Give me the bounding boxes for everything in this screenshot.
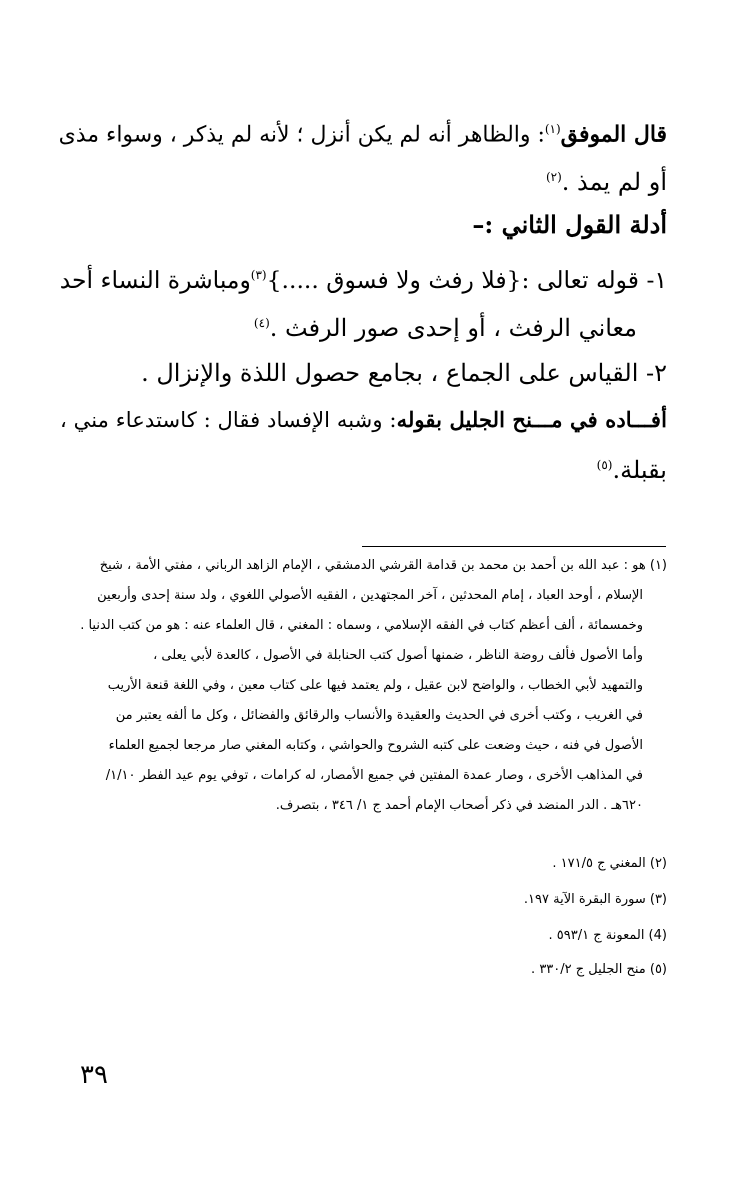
body-line-2 (546, 160, 667, 199)
footnote-2: (٢) المغني ج ١٧١/٥ . (552, 856, 667, 871)
footnote-5: (٥) منح الجليل ج ٣٣٠/٢ . (531, 962, 667, 977)
section-heading: أدلة القول الثاني :– (472, 210, 667, 239)
footnote-1-line-6: في الغريب ، وكتب أخرى في الحديث والعقيدة والأنساب والرقائق والفضائل ، وكل ما ألفه يعتبر من (115, 708, 643, 723)
footnote-ref-3: (٣) (250, 268, 267, 282)
body-line-4 (60, 258, 667, 297)
footnote-1-line-5: والتمهيد لأبي الخطاب ، والواضح لابن عقيل ، ولم يعتمد فيها على كتاب معين ، وفي اللغة قنعة الأريب (107, 678, 643, 693)
body-line-1 (59, 112, 667, 152)
source-reference: أفـــاده في مـــنح الجليل بقوله (396, 408, 667, 433)
footnote-3: (٣) سورة البقرة الآية ١٩٧. (523, 892, 667, 907)
footnote-1-line-7: الأصول في فنه ، حيث وضعت على كتبه الشروح والحواشي ، وكتابه المغني صار مرجعا لجميع العلماء (108, 738, 643, 753)
footnote-1-line-8: في المذاهب الأخرى ، وصار عمدة المفتين في جميع الأمصار، له كرامات ، توفي يوم عيد الفطر ١/١٠/ (105, 768, 643, 783)
body-line-8 (597, 448, 667, 487)
footnote-1-line-2: الإسلام ، أوحد العباد ، إمام المحدثين ، آخر المجتهدين ، الفقيه الأصولي اللغوي ، ولد سنة إحدى وأربعين (97, 588, 643, 603)
body-line-8-text: بقبلة. (612, 456, 667, 484)
footnote-separator (362, 546, 666, 547)
footnote-ref-2: (٢) (545, 170, 562, 184)
footnote-ref-1: (١) (544, 122, 561, 136)
quran-quote: ١- قوله تعالى :{فلا رفث ولا فسوق .....} (266, 265, 667, 294)
body-line-7-rest: : وشبه الإفساد فقال : كاستدعاء مني ، (59, 408, 397, 433)
body-line-6: ٢- القياس على الجماع ، بجامع حصول اللذة والإنزال . (141, 359, 667, 387)
footnote-1-line-9: ٦٢٠هـ . الدر المنضد في ذكر أصحاب الإمام أحمد ج ١/ ٣٤٦ ، بتصرف. (275, 798, 643, 813)
author-name: قال الموفق (560, 121, 667, 148)
body-line-5-text: معاني الرفث ، أو إحدى صور الرفث . (269, 314, 637, 342)
page-number: ٣٩ (80, 1060, 108, 1090)
body-line-7 (60, 404, 667, 438)
footnote-ref-5: (٥) (596, 458, 613, 472)
body-line-1-text: : والظاهر أنه لم يكن أنزل ؛ لأنه لم يذكر ، وسواء مذى (58, 122, 545, 148)
body-line-5 (254, 306, 637, 345)
footnote-1-line-1: (١) هو : عبد الله بن أحمد بن محمد بن قدامة القرشي الدمشقي ، الإمام الزاهد الرباني ، مفتي الأمة ، شيخ (99, 558, 667, 573)
footnote-1-line-4: وأما الأصول فألف روضة الناظر ، ضمنها أصول كتب الحنابلة في الأصول ، كالعدة لأبي يعلى ، (153, 648, 643, 663)
footnote-1-line-3: وخمسمائة ، ألف أعظم كتاب في الفقه الإسلامي ، وسماه : المغني ، قال العلماء عنه : هو من كتب الدنيا . (80, 618, 643, 633)
footnote-ref-4: (٤) (253, 316, 270, 330)
body-line-4-rest: ومباشرة النساء أحد (59, 265, 251, 294)
body-line-2-text: أو لم يمذ . (561, 168, 667, 196)
footnote-4: (4) المعونة ج ٥٩٣/١ . (548, 928, 667, 943)
